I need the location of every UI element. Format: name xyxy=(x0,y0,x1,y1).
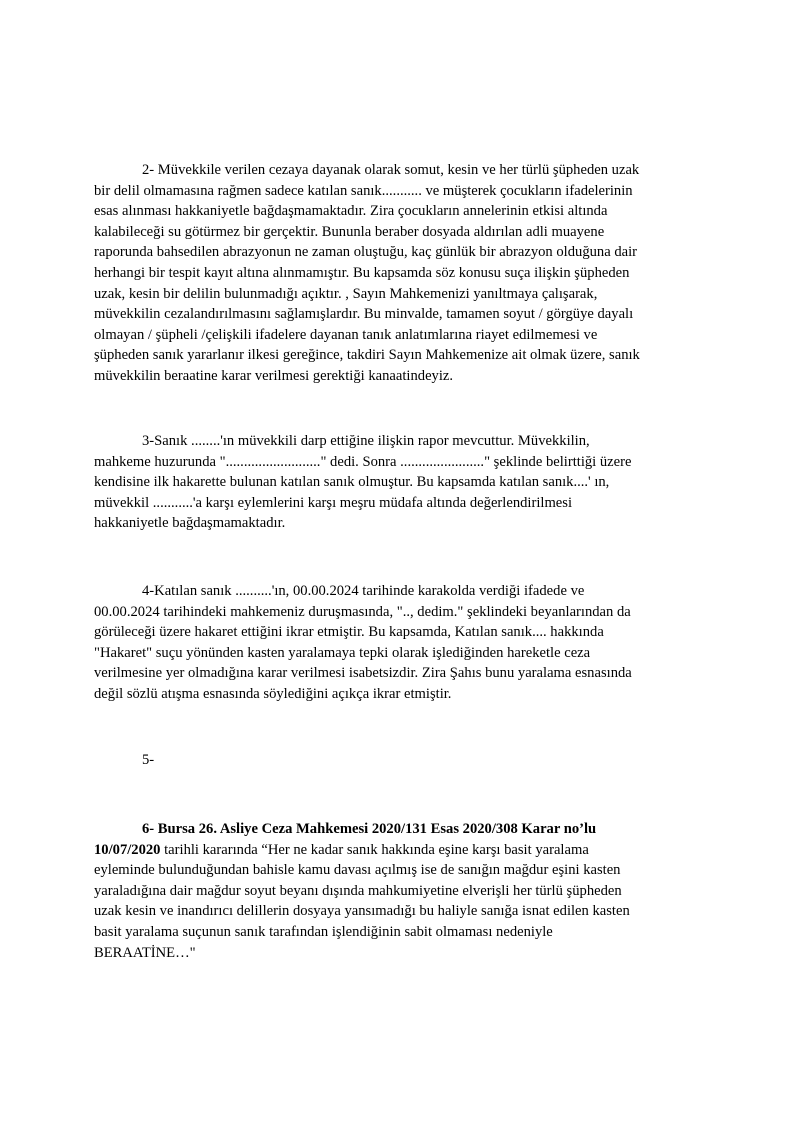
text-line: herhangi bir tespit kayıt altına alınmamıştır. Bu kapsamda söz konusu suça ilişkin şüpheden xyxy=(94,264,630,281)
paragraph-5 xyxy=(94,750,714,771)
text-line: 4-Katılan sanık ..........'ın, 00.00.2024 tarihinde karakolda verdiği ifadede ve xyxy=(142,583,585,599)
text-line: kendisine ilk hakarette bulunan katılan sanık olmuştur. Bu kapsamda katılan sanık....' ın, xyxy=(94,474,610,491)
paragraph-4 xyxy=(94,581,714,705)
text-line: esas alınması hakkaniyetle bağdaşmamaktadır. Zira çocukların annelerinin etkisi altında xyxy=(94,203,608,220)
text-line: şüpheden sanık yararlanır ilkesi gereğince, takdiri Sayın Mahkemenize ait olmak üzere, sanık xyxy=(94,347,640,364)
text-line: basit yaralama suçunun sanık tarafından işlendiğinin sabit olmaması nedeniyle xyxy=(94,923,553,940)
text-line: uzak, kesin bir delilin bulunmadığı açıktır. , Sayın Mahkemenizi yanıltmaya çalışarak, xyxy=(94,285,598,302)
text-line: eyleminde bulunduğundan bahisle kamu davası açılmış ise de sanığın mağdur eşini kasten xyxy=(94,862,621,879)
paragraph-3 xyxy=(94,431,714,534)
text-line: "Hakaret" suçu yönünden kasten yaralamaya tepki olarak işlediğinden hareketle ceza xyxy=(94,644,591,661)
text-line: 2- Müvekkile verilen cezaya dayanak olarak somut, kesin ve her türlü şüpheden uzak xyxy=(142,162,640,178)
text-line: mahkeme huzurunda ".........................." dedi. Sonra ......................." şeklinde belirttiği üzere xyxy=(94,453,632,470)
court-decision-heading: 6- Bursa 26. Asliye Ceza Mahkemesi 2020/131 Esas 2020/308 Karar no’lu xyxy=(142,821,597,837)
text-line: 00.00.2024 tarihindeki mahkemeniz duruşmasında, ".., dedim." şeklindeki beyanlarından da xyxy=(94,603,631,620)
text-line: raporunda bahsedilen abrazyonun ne zaman oluştuğu, kaç günlük bir abrazyon olduğuna dair xyxy=(94,244,638,261)
text-line: müvekkilin cezalandırılmasını sağlamışlardır. Bu minvalde, tamamen soyut / görgüye dayalı xyxy=(94,306,634,323)
text-line: müvekkil ...........'a karşı eylemlerini karşı meşru müdafa altında değerlendirilmesi xyxy=(94,494,573,511)
text-line: BERAATİNE…" xyxy=(94,944,196,961)
text-line: müvekkilin beraatine karar verilmesi gerektiği kanaatindeyiz. xyxy=(94,367,454,384)
text-line: değil sözlü atışma esnasında söylediğini açıkça ikrar etmiştir. xyxy=(94,685,452,702)
text-line: 3-Sanık ........'ın müvekkili darp ettiğine ilişkin rapor mevcuttur. Müvekkilin, xyxy=(142,433,590,449)
text-line: görüleceği üzere hakaret ettiğini ikrar etmiştir. Bu kapsamda, Katılan sanık.... hakkında xyxy=(94,624,604,641)
text-span: tarihli kararında “Her ne kadar sanık hakkında eşine karşı basit yaralama xyxy=(160,841,589,858)
text-line: hakkaniyetle bağdaşmamaktadır. xyxy=(94,515,286,532)
text-line: olmayan / şüpheli /çelişkili ifadelere dayanan tanık anlatımlarına riayet edilmemesi ve xyxy=(94,326,598,343)
text-line: kalabileceği su götürmez bir gerçektir. Bununla beraber dosyada aldırılan adli muayene xyxy=(94,223,605,240)
paragraph-2 xyxy=(94,160,714,387)
decision-date: 10/07/2020 xyxy=(94,841,161,858)
text-line: uzak kesin ve inandırıcı delillerin dosyaya yansımadığı bu haliyle sanığa isnat edilen kasten xyxy=(94,903,630,920)
text-line: 5- xyxy=(142,752,155,768)
text-line: bir delil olmamasına rağmen sadece katılan sanık........... ve müşterek çocukların ifadelerinin xyxy=(94,182,633,199)
paragraph-6 xyxy=(94,819,714,963)
text-line xyxy=(94,840,714,861)
text-line: verilmesine yer olmadığına karar verilmesi isabetsizdir. Zira Şahıs bunu yaralama esnasında xyxy=(94,665,632,682)
text-line: yaraladığına dair mağdur soyut beyanı dışında mahkumiyetine elverişli her türlü şüpheden xyxy=(94,882,622,899)
